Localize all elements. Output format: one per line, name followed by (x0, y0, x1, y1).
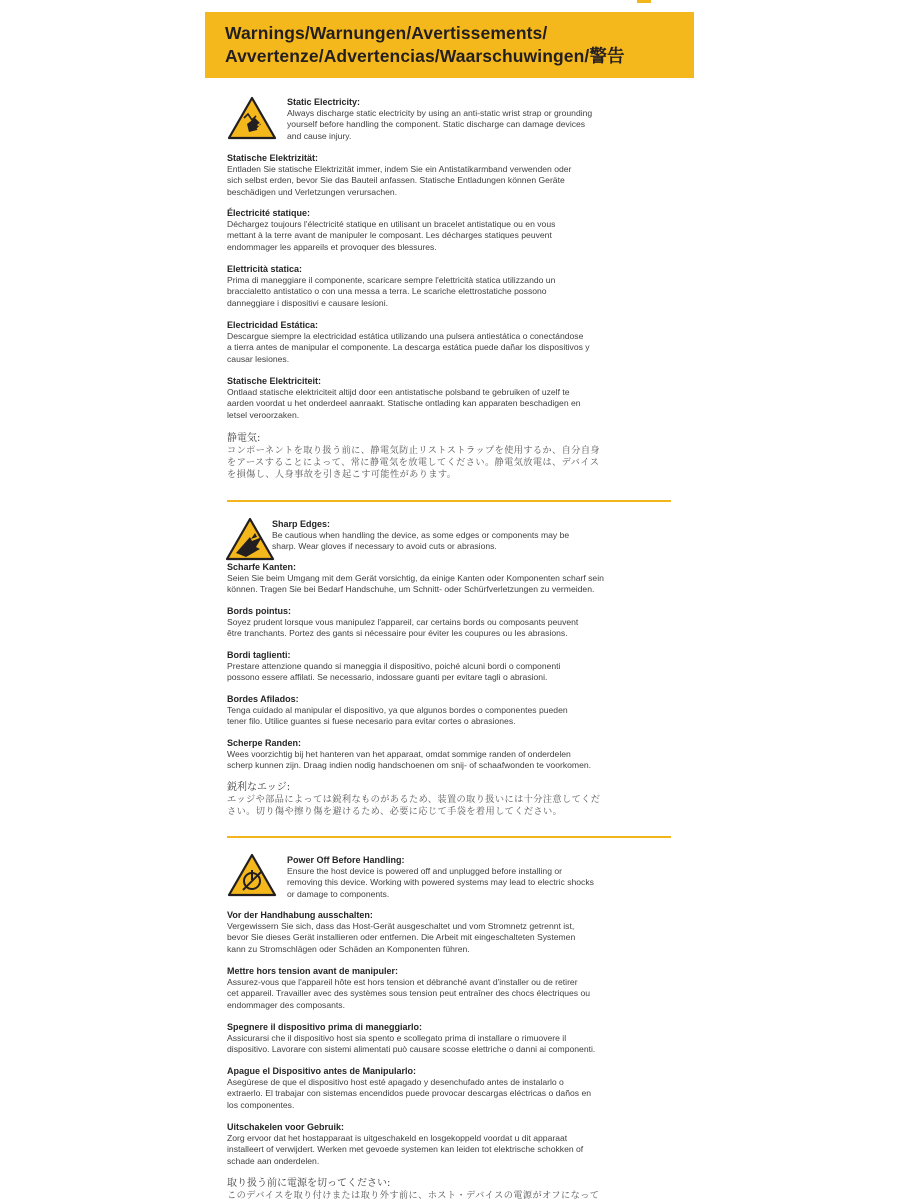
lang-text-line: を損傷し、人身事故を引き起こす可能性があります。 (227, 469, 457, 480)
section-text-line: Be cautious when handling the device, as some edges or components may be (272, 530, 570, 540)
lang-title: Bordes Afilados: (227, 694, 299, 704)
section-title: Sharp Edges: (272, 519, 331, 529)
lang-title: Statische Elektriciteit: (227, 376, 322, 386)
section-divider (227, 836, 671, 838)
lang-text-line: beschädigen und Verletzungen verursachen. (227, 186, 398, 197)
lang-title: Elettricità statica: (227, 264, 303, 274)
lang-block-ja (227, 433, 675, 481)
top-accent-bar (637, 0, 651, 3)
lang-title: 静電気: (227, 433, 261, 444)
section-title: Power Off Before Handling: (287, 855, 405, 865)
lang-text-line: Assicurarsi che il dispositivo host sia spento e scollegato prima di installare o rimuovere il (227, 1033, 567, 1043)
lang-block-it (227, 264, 675, 309)
lang-block-fr (227, 966, 675, 1011)
lang-title: Uitschakelen voor Gebruik: (227, 1122, 345, 1132)
lang-title: Bords pointus: (227, 606, 291, 616)
lang-text-line: cet appareil. Travailler avec des systèmes sous tension peut entraîner des chocs électriques ou (227, 988, 591, 999)
lang-text-line: kann zu Stromschlägen oder Schäden an Komponenten führen. (227, 943, 470, 954)
section-text-line: Ensure the host device is powered off and unplugged before installing or (287, 866, 563, 876)
lang-text-line: letsel veroorzaken. (227, 409, 300, 420)
lang-block-fr (227, 606, 675, 640)
lang-title: Spegnere il dispositivo prima di maneggiarlo: (227, 1022, 423, 1032)
static-electricity-warning-icon (227, 96, 277, 140)
lang-text-line: をアースすることによって、常に静電気を放電してください。静電気放電は、デバイス (227, 457, 600, 468)
lang-text-line: Ontlaad statische elektriciteit altijd door een antistatische polsband te gebruiken of uzelf te (227, 387, 570, 397)
lang-text-line: endommager des composants. (227, 999, 345, 1010)
banner-title-line-1: Warnings/Warnungen/Avertissements/ (225, 23, 548, 43)
lang-text-line: Soyez prudent lorsque vous manipulez l'appareil, car certains bords ou composants peuvent (227, 617, 579, 627)
lang-title: Scharfe Kanten: (227, 562, 297, 572)
warnings-page (205, 0, 694, 1200)
sharp-edges-warning-icon (225, 517, 275, 561)
lang-text-line: さい。切り傷や擦り傷を避けるため、必要に応じて手袋を着用してください。 (227, 806, 563, 817)
lang-title: Bordi taglienti: (227, 650, 291, 660)
lang-text-line: Prima di maneggiare il componente, scaricare sempre l'elettricità statica utilizzando un (227, 275, 556, 285)
lang-text-line: bevor Sie dieses Gerät installieren oder entfernen. Die Arbeit mit eingeschalteten Systemen (227, 932, 576, 943)
lang-block-nl (227, 738, 675, 772)
lang-block-de (227, 910, 675, 955)
lang-title: 鋭利なエッジ: (227, 782, 291, 793)
lang-title: Apague el Dispositivo antes de Manipularlo: (227, 1066, 417, 1076)
lang-text-line: danneggiare i dispositivi e causare lesioni. (227, 297, 388, 308)
lang-text-line: können. Tragen Sie bei Bedarf Handschuhe, um Schnitt- oder Schürfverletzungen zu vermeiden. (227, 584, 595, 595)
lang-text-line: possono essere affilati. Se necessario, indossare guanti per evitare tagli o abrasioni. (227, 672, 548, 683)
section-divider (227, 500, 671, 502)
lang-text-line: installeert of verwijdert. Werken met gevoede systemen kan leiden tot elektrische schokken of (227, 1144, 584, 1155)
lang-text-line: Prestare attenzione quando si maneggia il dispositivo, poiché alcuni bordi o componenti (227, 661, 561, 671)
lang-text-line: Asegúrese de que el dispositivo host esté apagado y desenchufado antes de instalarlo o (227, 1077, 564, 1087)
lang-text-line: causar lesiones. (227, 353, 290, 364)
lang-text-line: Entladen Sie statische Elektrizität immer, indem Sie ein Antistatikarmband verwenden oder (227, 164, 572, 174)
lang-block-nl (227, 1122, 675, 1167)
lang-text-line: Vergewissern Sie sich, dass das Host-Gerät ausgeschaltet und vom Stromnetz getrennt ist, (227, 921, 575, 931)
lang-text-line: このデバイスを取り付けまたは取り外す前に、ホスト・デバイスの電源がオフになって (227, 1190, 600, 1201)
lang-block-es (227, 320, 675, 365)
lang-text-line: los componentes. (227, 1099, 295, 1110)
lang-text-line: Descargue siempre la electricidad estática utilizando una pulsera antiestática o conectándose (227, 331, 584, 341)
lang-text-line: être tranchants. Portez des gants si nécessaire pour éviter les coupures ou les abrasions. (227, 628, 568, 639)
lang-block-fr (227, 208, 675, 253)
lang-text-line: Seien Sie beim Umgang mit dem Gerät vorsichtig, da einige Kanten oder Komponenten scharf sein (227, 573, 604, 583)
section-title: Static Electricity: (287, 97, 361, 107)
lang-text-line: dispositivo. Lavorare con sistemi alimentati può causare scosse elettriche o danni ai componenti. (227, 1044, 596, 1055)
section-text-line: sharp. Wear gloves if necessary to avoid cuts or abrasions. (272, 541, 497, 552)
lang-text-line: sich selbst erden, bevor Sie das Bauteil anfassen. Statische Entladungen können Geräte (227, 175, 565, 186)
banner-title-line-2: Avvertenze/Advertencias/Waarschuwingen/警告 (225, 46, 625, 66)
lang-title: Mettre hors tension avant de manipuler: (227, 966, 399, 976)
lang-block-it (227, 1022, 675, 1056)
lang-text-line: mettant à la terre avant de manipuler le composant. Les décharges statiques peuvent (227, 230, 552, 241)
lang-block-de (227, 562, 675, 596)
lang-text-line: braccialetto antistatico o con una messa a terra. Le scariche elettrostatiche possono (227, 286, 547, 297)
section-text-line: removing this device. Working with powered systems may lead to electric shocks (287, 877, 594, 888)
lang-title: Electricidad Estática: (227, 320, 319, 330)
lang-text-line: tener filo. Utilice guantes si fuese necesario para evitar cortes o abrasiones. (227, 716, 516, 727)
warnings-banner (205, 12, 694, 78)
lang-block-de (227, 153, 675, 198)
lang-block-it (227, 650, 675, 684)
lang-text-line: エッジや部品によっては鋭利なものがあるため、装置の取り扱いには十分注意してくだ (227, 794, 601, 805)
lang-block-es (227, 694, 675, 728)
section-text-line: yourself before handling the component. Static discharge can damage devices (287, 119, 586, 130)
lang-title: Vor der Handhabung ausschalten: (227, 910, 373, 920)
lang-text-line: aarden voordat u het onderdeel aanraakt. Statische ontlading kan apparaten beschadigen en (227, 398, 581, 409)
lang-text-line: コンポーネントを取り扱う前に、静電気防止リストストラップを使用するか、自分自身 (227, 445, 600, 456)
lang-text-line: endommager les appareils et provoquer des blessures. (227, 241, 437, 252)
lang-block-nl (227, 376, 675, 421)
lang-block-ja (227, 1178, 675, 1202)
lang-text-line: a tierra antes de manipular el componente. La descarga estática puede dañar los dispositivos y (227, 342, 590, 353)
lang-text-line: Assurez-vous que l'appareil hôte est hors tension et débranché avant d'installer ou de retirer (227, 977, 578, 987)
section-text-line: or damage to components. (287, 888, 390, 899)
lang-text-line: Wees voorzichtig bij het hanteren van het apparaat, omdat sommige randen of onderdelen (227, 749, 571, 759)
section-text-line: Always discharge static electricity by using an anti-static wrist strap or grounding (287, 108, 593, 118)
power-off-warning-icon (227, 853, 277, 897)
lang-block-ja (227, 782, 675, 818)
lang-block-es (227, 1066, 675, 1111)
lang-title: 取り扱う前に電源を切ってください: (227, 1178, 391, 1189)
lang-title: Statische Elektrizität: (227, 153, 319, 163)
lang-text-line: schade aan onderdelen. (227, 1155, 320, 1166)
lang-title: Scherpe Randen: (227, 738, 302, 748)
lang-text-line: Zorg ervoor dat het hostapparaat is uitgeschakeld en losgekoppeld voordat u dit apparaat (227, 1133, 568, 1143)
section-text-line: and cause injury. (287, 130, 352, 141)
lang-title: Électricité statique: (227, 208, 311, 218)
lang-text-line: scherp kunnen zijn. Draag indien nodig handschoenen om snij- of schaafwonden te voorkomen. (227, 760, 592, 771)
lang-text-line: Tenga cuidado al manipular el dispositivo, ya que algunos bordes o componentes pueden (227, 705, 568, 715)
lang-text-line: Déchargez toujours l'électricité statique en utilisant un bracelet antistatique ou en vous (227, 219, 556, 229)
lang-text-line: extraerlo. El trabajar con sistemas encendidos puede provocar descargas eléctricas o daños en (227, 1088, 592, 1099)
